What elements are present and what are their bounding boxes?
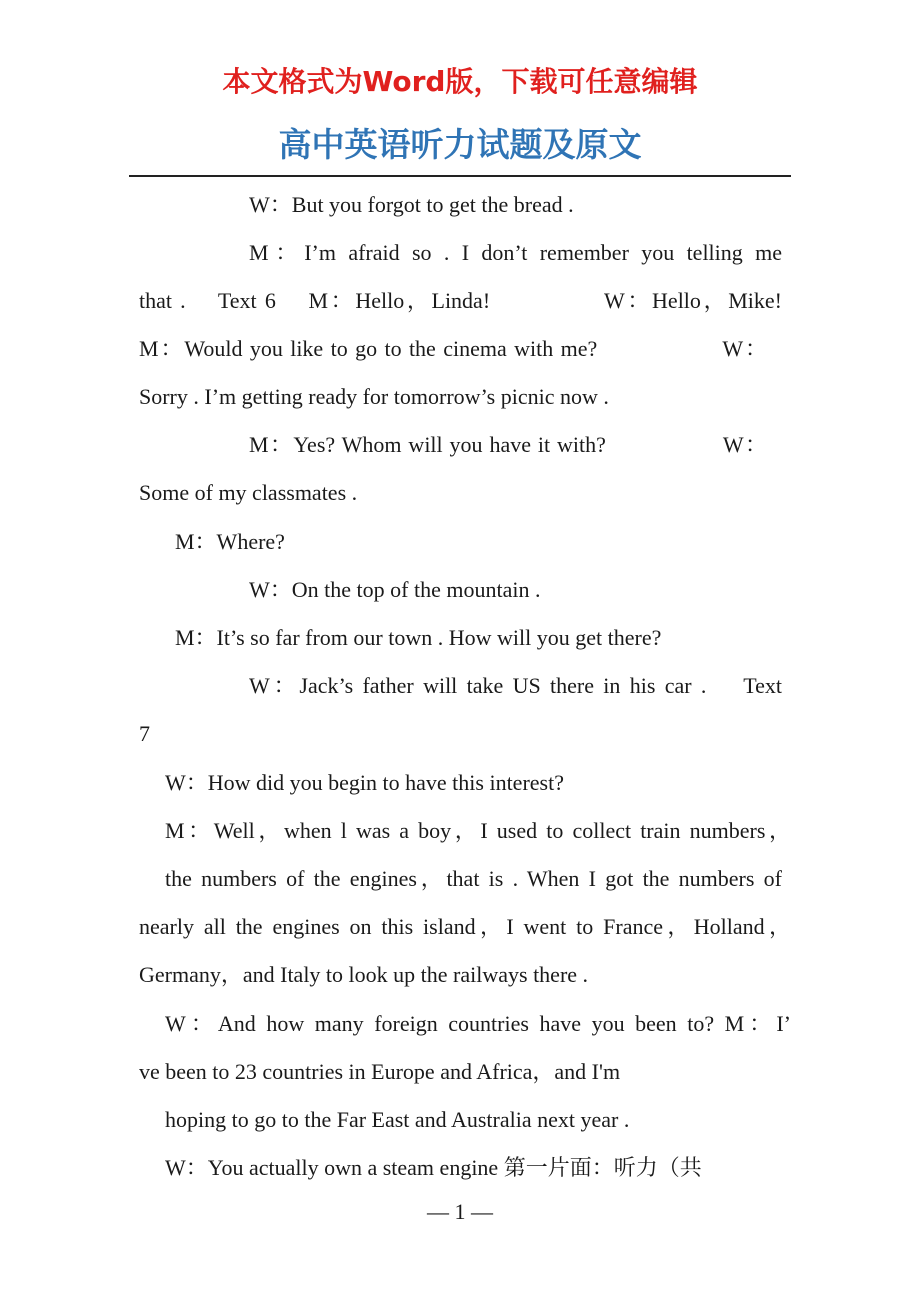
transcript-line: ve been to 23 countries in Europe and Africa，and I'm — [139, 1059, 621, 1084]
transcript-line: W：But you forgot to get the bread . — [249, 192, 574, 217]
transcript-line: hoping to go to the Far East and Australia next year . — [165, 1107, 630, 1132]
transcript-line: M：I’m afraid so . I don’t remember you telling me — [249, 240, 782, 265]
transcript-line: Sorry . I’m getting ready for tomorrow’s picnic now . — [139, 384, 609, 409]
transcript-line: W：How did you begin to have this interest? — [165, 770, 564, 795]
transcript-line: M：Would you like to go to the cinema with me? W： — [139, 336, 767, 361]
header-divider — [129, 175, 791, 177]
transcript-line: W：Jack’s father will take US there in his car . Text — [249, 673, 782, 698]
transcript-line: W：And how many foreign countries have you been to? M：I’ — [165, 1011, 791, 1036]
transcript-line: that . Text 6 M：Hello，Linda! W：Hello，Mike! — [139, 288, 782, 313]
transcript-line: the numbers of the engines，that is . When I got the numbers of — [165, 866, 782, 891]
transcript-line: Germany，and Italy to look up the railways there . — [139, 962, 589, 987]
transcript-line: nearly all the engines on this island，I went to France，Holland， — [139, 914, 791, 939]
transcript-line: W：You actually own a steam engine 第一片面：听力（共 — [165, 1155, 702, 1180]
transcript-line: M：It’s so far from our town . How will you get there? — [175, 625, 662, 650]
transcript-line: M：Where? — [175, 529, 285, 554]
transcript-line: M：Yes? Whom will you have it with? W： — [249, 432, 767, 457]
page-number: — 1 — — [427, 1199, 493, 1224]
transcript-line: M：Well，when l was a boy，I used to collect train numbers， — [165, 818, 791, 843]
download-banner: 本文格式为Word版，下载可任意编辑 — [222, 65, 698, 98]
transcript-line: 7 — [139, 721, 150, 746]
transcript-line: Some of my classmates . — [139, 480, 358, 505]
document-title: 高中英语听力试题及原文 — [278, 125, 642, 164]
transcript-line: W：On the top of the mountain . — [249, 577, 541, 602]
